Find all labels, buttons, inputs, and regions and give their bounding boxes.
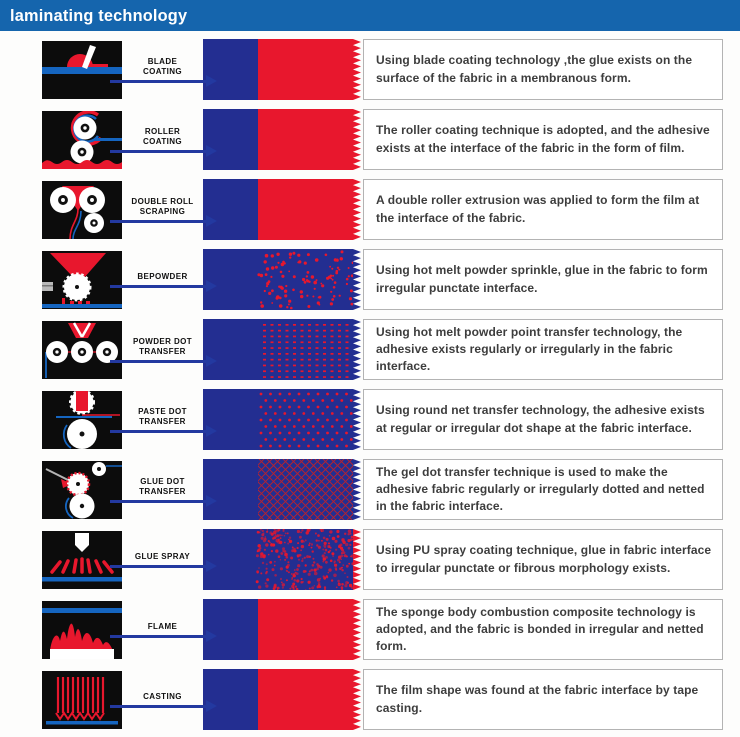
step-label-column	[122, 692, 203, 708]
description-text: Using hot melt powder sprinkle, glue in the fabric to form irregular punctate interface.	[376, 263, 708, 295]
step-label-column	[122, 407, 203, 434]
description-text: The gel dot transfer technique is used to make the adhesive fabric regularly or irregularly dotted and netted in the fabric interface.	[376, 464, 705, 514]
description-text: Using hot melt powder point transfer technology, the adhesive exists regularly or irregularly in the fabric interface.	[376, 324, 683, 374]
description-box	[363, 109, 723, 170]
right-arrow-icon	[110, 80, 207, 83]
blade-coating-machine-icon	[42, 41, 122, 99]
description-text: The roller coating technique is adopted, and the adhesive exists at the interface of the fabric in the form of film.	[376, 123, 710, 155]
step-label-column	[122, 552, 203, 568]
interface-sample-swatch	[203, 319, 361, 380]
right-arrow-icon	[110, 635, 207, 638]
right-arrow-icon	[110, 705, 207, 708]
roller-coating-machine-icon	[42, 111, 122, 169]
step-label-column	[122, 337, 203, 364]
step-label: GLUE DOT TRANSFER	[139, 476, 186, 496]
process-row	[0, 35, 740, 105]
description-text: A double roller extrusion was applied to form the film at the interface of the fabric.	[376, 193, 700, 225]
process-row	[0, 525, 740, 595]
process-row	[0, 595, 740, 665]
description-box	[363, 459, 723, 520]
page-header	[0, 0, 740, 31]
powder-dot-transfer-machine-icon	[42, 321, 122, 379]
right-arrow-icon	[110, 150, 207, 153]
paste-dot-transfer-machine-icon	[42, 391, 122, 449]
description-box	[363, 249, 723, 310]
description-box	[363, 39, 723, 100]
process-row	[0, 175, 740, 245]
right-arrow-icon	[110, 565, 207, 568]
description-box	[363, 529, 723, 590]
right-arrow-icon	[110, 500, 207, 503]
step-label-column	[122, 272, 203, 288]
step-label-column	[122, 197, 203, 224]
interface-sample-swatch	[203, 599, 361, 660]
step-label-column	[122, 127, 203, 154]
flame-machine-icon	[42, 601, 122, 659]
right-arrow-icon	[110, 220, 207, 223]
description-text: The film shape was found at the fabric interface by tape casting.	[376, 683, 699, 715]
step-label: POWDER DOT TRANSFER	[132, 336, 193, 356]
interface-sample-swatch	[203, 389, 361, 450]
description-box	[363, 319, 723, 380]
casting-machine-icon	[42, 671, 122, 729]
process-row	[0, 665, 740, 735]
double-roll-scraping-machine-icon	[42, 181, 122, 239]
process-rows	[0, 31, 740, 735]
glue-spray-machine-icon	[42, 531, 122, 589]
step-label: GLUE SPRAY	[134, 551, 191, 561]
step-label-column	[122, 622, 203, 638]
right-arrow-icon	[110, 360, 207, 363]
description-text: Using round net transfer technology, the adhesive exists at regular or irregular dot shape at the fabric interface.	[376, 403, 705, 435]
description-text: Using PU spray coating technique, glue in fabric interface to irregular punctate or fibrous morphology exists.	[376, 543, 712, 575]
step-label: DOUBLE ROLL SCRAPING	[131, 196, 194, 216]
right-arrow-icon	[110, 430, 207, 433]
interface-sample-swatch	[203, 179, 361, 240]
step-label-column	[122, 57, 203, 84]
process-row	[0, 245, 740, 315]
interface-sample-swatch	[203, 39, 361, 100]
description-box	[363, 599, 723, 660]
interface-sample-swatch	[203, 459, 361, 520]
description-box	[363, 669, 723, 730]
step-label: PASTE DOT TRANSFER	[138, 406, 187, 426]
step-label: BLADE COATING	[142, 56, 183, 76]
description-box	[363, 389, 723, 450]
interface-sample-swatch	[203, 669, 361, 730]
interface-sample-swatch	[203, 249, 361, 310]
process-row	[0, 455, 740, 525]
description-text: The sponge body combustion composite technology is adopted, and the fabric is bonded in irregular and netted form.	[376, 604, 704, 654]
description-box	[363, 179, 723, 240]
process-row	[0, 105, 740, 175]
step-label: FLAME	[147, 621, 178, 631]
description-text: Using blade coating technology ,the glue exists on the surface of the fabric in a membranous form.	[376, 53, 693, 85]
step-label-column	[122, 477, 203, 504]
process-row	[0, 315, 740, 385]
glue-dot-transfer-machine-icon	[42, 461, 122, 519]
page-title: laminating technology	[10, 5, 188, 25]
step-label: CASTING	[143, 691, 182, 701]
process-row	[0, 385, 740, 455]
interface-sample-swatch	[203, 109, 361, 170]
step-label: BEPOWDER	[137, 271, 188, 281]
interface-sample-swatch	[203, 529, 361, 590]
right-arrow-icon	[110, 285, 207, 288]
step-label: ROLLER COATING	[142, 126, 183, 146]
bepowder-machine-icon	[42, 251, 122, 309]
